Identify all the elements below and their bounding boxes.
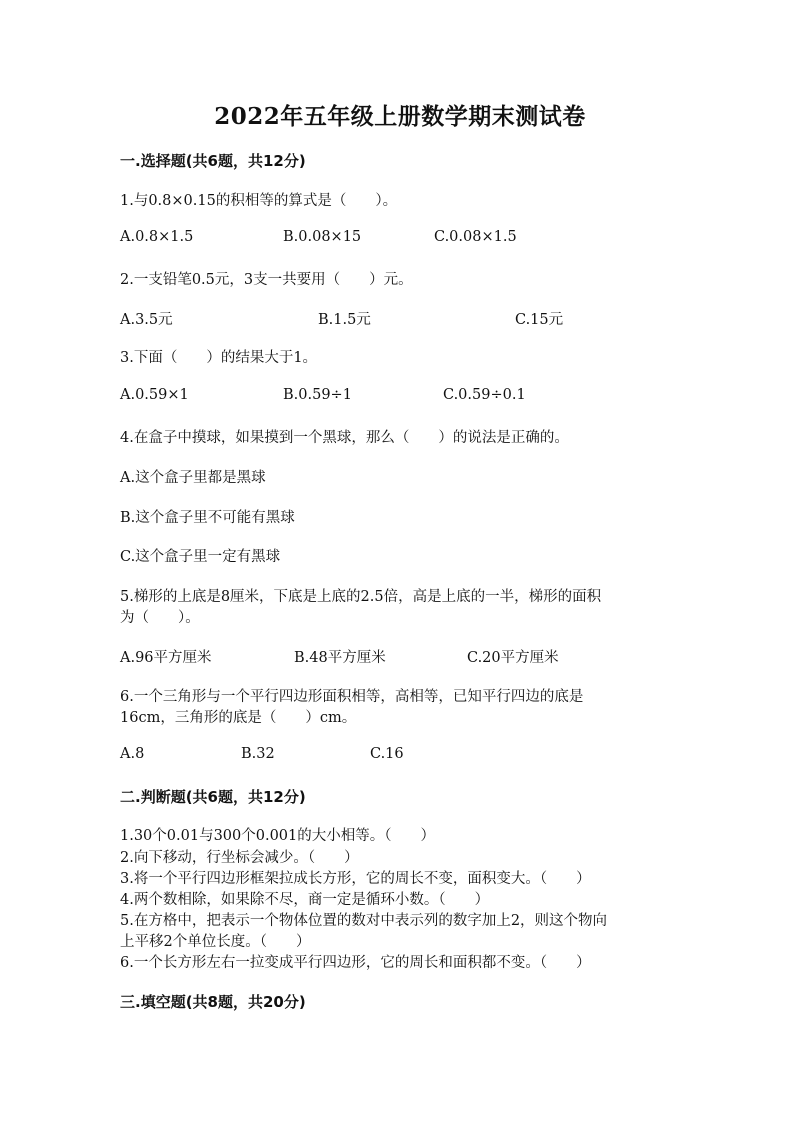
question-3: 3.下面（ ）的结果大于1。 — [120, 350, 318, 366]
tf-question-6: 6.一个长方形左右一拉变成平行四边形，它的周长和面积都不变。（ ） — [120, 955, 591, 971]
q2-option-c: C.15元 — [515, 312, 564, 328]
tf-question-5-line-2: 上平移2个单位长度。（ ） — [120, 934, 311, 950]
q6-option-a: A.8 — [120, 746, 145, 762]
tf-question-2: 2.向下移动，行坐标会减少。（ ） — [120, 850, 359, 866]
section-heading-choice: 一.选择题(共6题，共12分) — [120, 152, 306, 170]
question-6-line-1: 6.一个三角形与一个平行四边形面积相等，高相等，已知平行四边的底是 — [120, 689, 584, 705]
q3-option-b: B.0.59÷1 — [283, 387, 352, 403]
question-6-line-2: 16cm，三角形的底是（ ）cm。 — [120, 710, 357, 726]
q4-option-c: C.这个盒子里一定有黑球 — [120, 549, 281, 565]
q3-option-a: A.0.59×1 — [120, 387, 189, 403]
q5-option-a: A.96平方厘米 — [120, 650, 212, 666]
q1-option-b: B.0.08×15 — [283, 229, 362, 245]
q6-option-b: B.32 — [241, 746, 275, 762]
question-1: 1.与0.8×0.15的积相等的算式是（ ）。 — [120, 193, 398, 209]
section-heading-true-false: 二.判断题(共6题，共12分) — [120, 788, 306, 806]
q1-option-a: A.0.8×1.5 — [120, 229, 194, 245]
page-title: 2022年五年级上册数学期末测试卷 — [214, 103, 586, 130]
question-5-line-1: 5.梯形的上底是8厘米，下底是上底的2.5倍，高是上底的一半，梯形的面积 — [120, 589, 602, 605]
q4-option-a: A.这个盒子里都是黑球 — [120, 470, 266, 486]
q5-option-b: B.48平方厘米 — [294, 650, 386, 666]
section-heading-fill-blank: 三.填空题(共8题，共20分) — [120, 993, 306, 1011]
question-4: 4.在盒子中摸球，如果摸到一个黑球，那么（ ）的说法是正确的。 — [120, 430, 569, 446]
q2-option-b: B.1.5元 — [318, 312, 371, 328]
q6-option-c: C.16 — [370, 746, 404, 762]
q5-option-c: C.20平方厘米 — [467, 650, 559, 666]
q3-option-c: C.0.59÷0.1 — [443, 387, 526, 403]
tf-question-1: 1.30个0.01与300个0.001的大小相等。（ ） — [120, 828, 436, 844]
tf-question-3: 3.将一个平行四边形框架拉成长方形，它的周长不变，面积变大。（ ） — [120, 871, 591, 887]
q2-option-a: A.3.5元 — [120, 312, 173, 328]
question-5-line-2: 为（ ）。 — [120, 610, 200, 626]
question-2: 2.一支铅笔0.5元，3支一共要用（ ）元。 — [120, 272, 413, 288]
tf-question-5-line-1: 5.在方格中，把表示一个物体位置的数对中表示列的数字加上2，则这个物向 — [120, 913, 608, 929]
q1-option-c: C.0.08×1.5 — [434, 229, 517, 245]
q4-option-b: B.这个盒子里不可能有黑球 — [120, 510, 295, 526]
tf-question-4: 4.两个数相除，如果除不尽，商一定是循环小数。（ ） — [120, 892, 490, 908]
